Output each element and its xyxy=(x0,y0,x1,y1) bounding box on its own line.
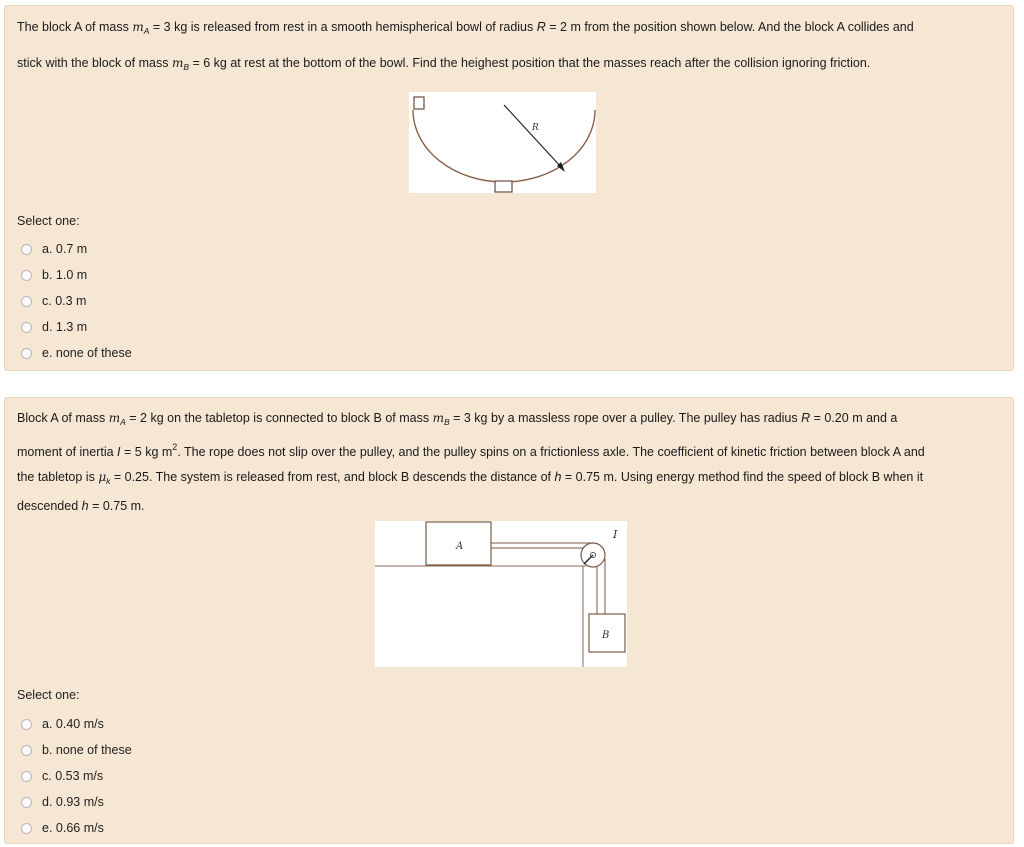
q2-mu-symbol: μ xyxy=(98,470,107,484)
option-label: b. none of these xyxy=(42,743,132,757)
radio-button[interactable] xyxy=(21,270,32,281)
option-label: e. none of these xyxy=(42,346,132,360)
option-label: c. 0.3 m xyxy=(42,294,87,308)
question-1-text xyxy=(17,15,982,80)
question-1-card xyxy=(4,5,1014,371)
radio-button[interactable] xyxy=(21,719,32,730)
option-label: a. 0.7 m xyxy=(42,242,88,256)
q2-option-c[interactable] xyxy=(21,763,132,789)
q2-text-part: = 0.25. The system is released from rest, and block B descends the distance of xyxy=(110,470,555,484)
question-2-card xyxy=(4,397,1014,844)
q1-mass-a-symbol: m xyxy=(132,20,144,34)
q2-text-part: . The rope does not slip over the pulley, and the pulley spins on a frictionless axle. The coefficient of kinetic friction between block A and xyxy=(177,445,925,459)
q1-option-a[interactable] xyxy=(21,236,132,262)
radio-button[interactable] xyxy=(21,322,32,333)
q1-text-part: stick with the block of mass xyxy=(17,56,169,70)
q2-option-e[interactable] xyxy=(21,815,132,841)
q2-mass-a-symbol: m xyxy=(108,411,121,425)
q1-text-part: = 3 kg is released from rest in a smooth hemispherical bowl of radius xyxy=(149,20,537,34)
q2-radius-symbol: R xyxy=(801,411,811,425)
q2-text-part: Block A of mass xyxy=(17,411,106,425)
q2-option-d[interactable] xyxy=(21,789,132,815)
q2-option-b[interactable] xyxy=(21,737,132,763)
option-label: d. 1.3 m xyxy=(42,320,88,334)
q2-h-symbol: h xyxy=(554,470,562,484)
q2-mass-a-subscript: A xyxy=(120,417,126,427)
q1-select-one-label: Select one: xyxy=(17,214,80,228)
option-label: d. 0.93 m/s xyxy=(42,795,104,809)
radio-button[interactable] xyxy=(21,823,32,834)
q2-mass-b-symbol: m xyxy=(432,411,444,425)
q2-text-part: = 0.20 m and a xyxy=(810,411,898,425)
radio-button[interactable] xyxy=(21,296,32,307)
block-a-label: A xyxy=(456,541,464,552)
q1-option-c[interactable] xyxy=(21,288,132,314)
radio-button[interactable] xyxy=(21,348,32,359)
q1-option-d[interactable] xyxy=(21,314,132,340)
bowl-curve xyxy=(413,110,595,182)
q1-mass-b-subscript: B xyxy=(183,62,189,72)
q2-options xyxy=(21,711,132,841)
option-label: c. 0.53 m/s xyxy=(42,769,104,783)
q2-text-part: = 5 kg m xyxy=(120,445,173,459)
radius-label: R xyxy=(532,123,539,133)
q1-text-part: = 6 kg at rest at the bottom of the bowl. Find the heighest position that the masses reach after the collision ignoring friction. xyxy=(189,56,871,70)
q2-text-part: = 3 kg by a massless rope over a pulley. The pulley has radius xyxy=(449,411,802,425)
q1-mass-a-subscript: A xyxy=(143,26,150,36)
option-label: b. 1.0 m xyxy=(42,268,88,282)
block-a xyxy=(414,97,424,109)
block-b xyxy=(495,181,512,192)
q1-text-part: = 2 m from the position shown below. And the block A collides and xyxy=(545,20,914,34)
radio-button[interactable] xyxy=(21,797,32,808)
q2-text-part: descended xyxy=(17,499,82,513)
q1-radius-symbol: R xyxy=(536,20,546,34)
q2-mu-subscript: k xyxy=(106,476,111,486)
q2-text-part: the tabletop is xyxy=(17,470,99,484)
q2-superscript: 2 xyxy=(172,442,178,452)
inertia-label: I xyxy=(613,528,618,541)
option-label: a. 0.40 m/s xyxy=(42,717,104,731)
q2-text-part: = 2 kg on the tabletop is connected to block B of mass xyxy=(125,411,430,425)
option-label: e. 0.66 m/s xyxy=(42,821,104,835)
pulley-system-figure xyxy=(375,521,627,667)
q2-text-part: = 0.75 m. Using energy method find the speed of block B when it xyxy=(561,470,924,484)
radio-button[interactable] xyxy=(21,244,32,255)
hemispherical-bowl-figure xyxy=(409,92,596,193)
radius-line xyxy=(504,105,562,168)
q2-select-one-label: Select one: xyxy=(17,688,80,702)
q1-mass-b-symbol: m xyxy=(171,56,184,70)
q2-mass-b-subscript: B xyxy=(443,417,450,427)
q2-h-symbol: h xyxy=(81,499,89,513)
q1-text-part: The block A of mass xyxy=(17,20,129,34)
question-2-text xyxy=(17,406,982,519)
q2-text-part: = 0.75 m. xyxy=(88,499,145,513)
q2-option-a[interactable] xyxy=(21,711,132,737)
q1-options xyxy=(21,236,132,366)
radio-button[interactable] xyxy=(21,745,32,756)
radio-button[interactable] xyxy=(21,771,32,782)
q2-text-part: moment of inertia xyxy=(17,445,118,459)
q2-inertia-symbol: I xyxy=(117,445,121,459)
q1-option-b[interactable] xyxy=(21,262,132,288)
q1-option-e[interactable] xyxy=(21,340,132,366)
block-b-label: B xyxy=(602,630,610,641)
